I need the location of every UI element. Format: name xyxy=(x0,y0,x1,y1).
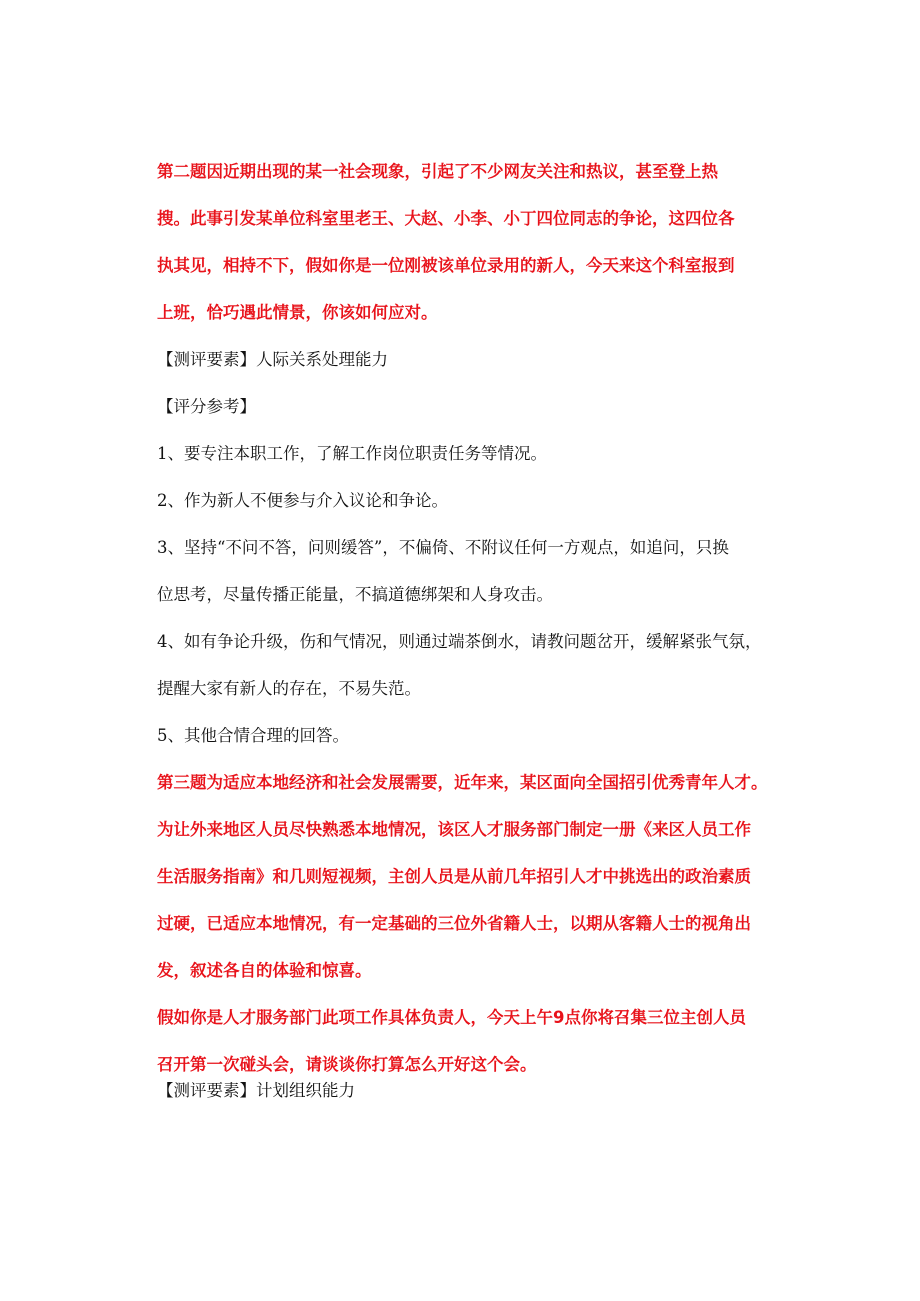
scoring-point: 5、其他合情合理的回答。 xyxy=(157,726,349,745)
question3-evaluation-element: 【测评要素】计划组织能力 xyxy=(157,1081,355,1100)
question3-line: 召开第一次碰头会，请谈谈你打算怎么开好这个会。 xyxy=(157,1055,537,1074)
scoring-point: 3、坚持“不问不答，问则缓答”，不偏倚、不附议任何一方观点，如追问，只换 xyxy=(157,538,729,557)
question3-line: 为让外来地区人员尽快熟悉本地情况，该区人才服务部门制定一册《来区人员工作 xyxy=(157,820,751,839)
question3-line: 发，叙述各自的体验和惊喜。 xyxy=(157,961,372,980)
scoring-point: 位思考，尽量传播正能量，不搞道德绑架和人身攻击。 xyxy=(157,585,553,604)
question2-line: 上班，恰巧遇此情景，你该如何应对。 xyxy=(157,303,438,322)
scoring-point: 2、作为新人不便参与介入议论和争论。 xyxy=(157,491,448,510)
scoring-point: 4、如有争论升级，伤和气情况，则通过端茶倒水，请教问题岔开，缓解紧张气氛， xyxy=(157,632,762,651)
question3-line: 生活服务指南》和几则短视频，主创人员是从前几年招引人才中挑选出的政治素质 xyxy=(157,867,751,886)
question3-line: 过硬，已适应本地情况，有一定基础的三位外省籍人士，以期从客籍人士的视角出 xyxy=(157,914,751,933)
question3-line: 假如你是人才服务部门此项工作具体负责人，今天上午9点你将召集三位主创人员 xyxy=(157,1008,746,1027)
question2-line: 执其见，相持不下，假如你是一位刚被该单位录用的新人，今天来这个科室报到 xyxy=(157,256,735,275)
question2-line: 第二题因近期出现的某一社会现象，引起了不少网友关注和热议，甚至登上热 xyxy=(157,162,718,181)
scoring-reference-heading: 【评分参考】 xyxy=(157,397,256,416)
scoring-point: 提醒大家有新人的存在，不易失范。 xyxy=(157,679,421,698)
scoring-point: 1、要专注本职工作，了解工作岗位职责任务等情况。 xyxy=(157,444,547,463)
question2-line: 搜。此事引发某单位科室里老王、大赵、小李、小丁四位同志的争论，这四位各 xyxy=(157,209,735,228)
question2-evaluation-element: 【测评要素】人际关系处理能力 xyxy=(157,350,388,369)
question3-line: 第三题为适应本地经济和社会发展需要，近年来，某区面向全国招引优秀青年人才。 xyxy=(157,773,768,792)
